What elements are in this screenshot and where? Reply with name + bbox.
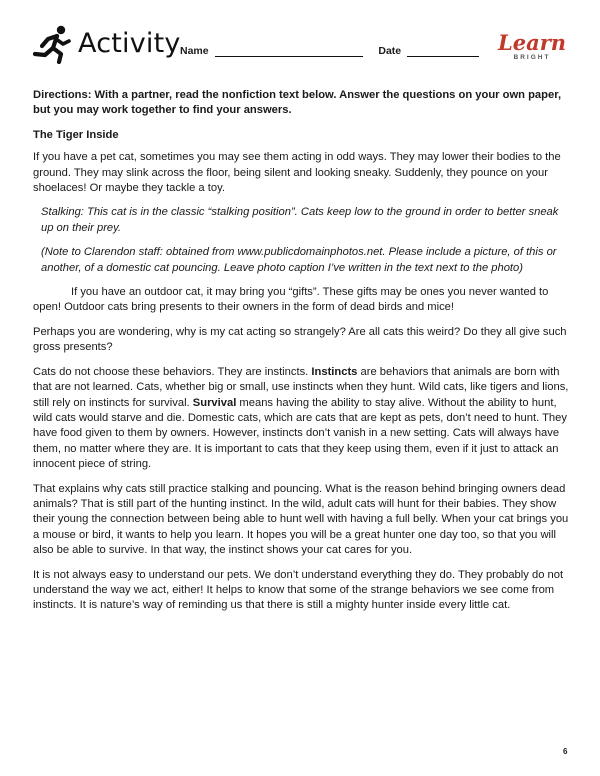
logo-text: Learn [498,30,567,55]
name-label: Name [180,45,209,57]
reading-passage [33,88,570,623]
name-field[interactable] [215,46,363,57]
activity-title: Activity [78,28,181,59]
logo-subtext: BRIGHT [513,54,551,61]
page-number: 6 [563,747,568,756]
running-person-icon [30,24,72,64]
paragraph-4-text-e: means having the ability to stay alive. Without the ability to hunt, wild cats would starve and die. Domestic cats, which are cats that are kept as pets, don’t need to hunt. They have food given to them by owners. However, instincts don’t vanish in a new setting. Cats will always have them, no matter where they are. It is important to cats that they keep using them, even if it just to attack an innocent piece of string. [33,396,567,471]
name-date-fields [180,45,479,57]
worksheet-header [0,0,600,72]
paragraph-6: It is not always easy to understand our pets. We don’t understand everything they do. They probably do not understand the way we act, either! It helps to know that some of the strange behaviors we see come from instincts. It is nature’s way of reminding us that there is still a mighty hunter inside every little cat. [33,568,564,612]
paragraph-3: Perhaps you are wondering, why is my cat acting so strangely? Are all cats this weird? Do they all give such gross presents? [33,325,567,354]
paragraph-4 [33,365,570,473]
term-survival: Survival [192,396,237,409]
paragraph-5: That explains why cats still practice stalking and pouncing. What is the reason behind bringing owners dead animals? That is still part of the hunting instinct. In the wild, adult cats will hunt for their babies. They show their young the connection between being able to hunt well with having a full belly. When your cat brings you a mouse or bird, it wants to help you learn. It hopes you will be a great hunter one day too, so that you will also be able to survive. In that way, the instinct shows your cat cares for you. [33,482,569,557]
staff-note: (Note to Clarendon staff: obtained from www.publicdomainphotos.net. Please include a picture, of this or another, of a domestic cat pouncing. Leave photo caption I’ve written in the text next to the photo) [41,246,557,274]
learn-bright-logo [498,32,566,66]
date-label: Date [378,45,402,57]
passage-title: The Tiger Inside [33,128,119,141]
date-field[interactable] [407,46,479,57]
paragraph-2: If you have an outdoor cat, it may bring you “gifts”. These gifts may be ones you never wanted to open! Outdoor cats bring presents to their owners in the form of dead birds and mice! [33,286,549,314]
term-instincts: Instincts [311,365,358,378]
photo-caption: Stalking: This cat is in the classic “stalking position”. Cats keep low to the ground in order to better sneak up on their prey. [41,206,559,234]
directions-text: Directions: With a partner, read the nonfiction text below. Answer the questions on your own paper, but you may work together to find your answers. [33,89,562,117]
paragraph-4-text-a: Cats do not choose these behaviors. They are instincts. [33,365,312,378]
paragraph-4-text-c: are behaviors that animals are born with that are not learned. Cats, whether big or small, use instincts when they hunt. Wild cats, like tigers and lions, still rely on instincts for survival. [33,365,569,409]
paragraph-1: If you have a pet cat, sometimes you may see them acting in odd ways. They may lower their bodies to the ground. They may slink across the floor, being silent and looking sneaky. Suddenly, they pounce on your shoelaces! Or maybe they tackle a toy. [33,151,561,195]
